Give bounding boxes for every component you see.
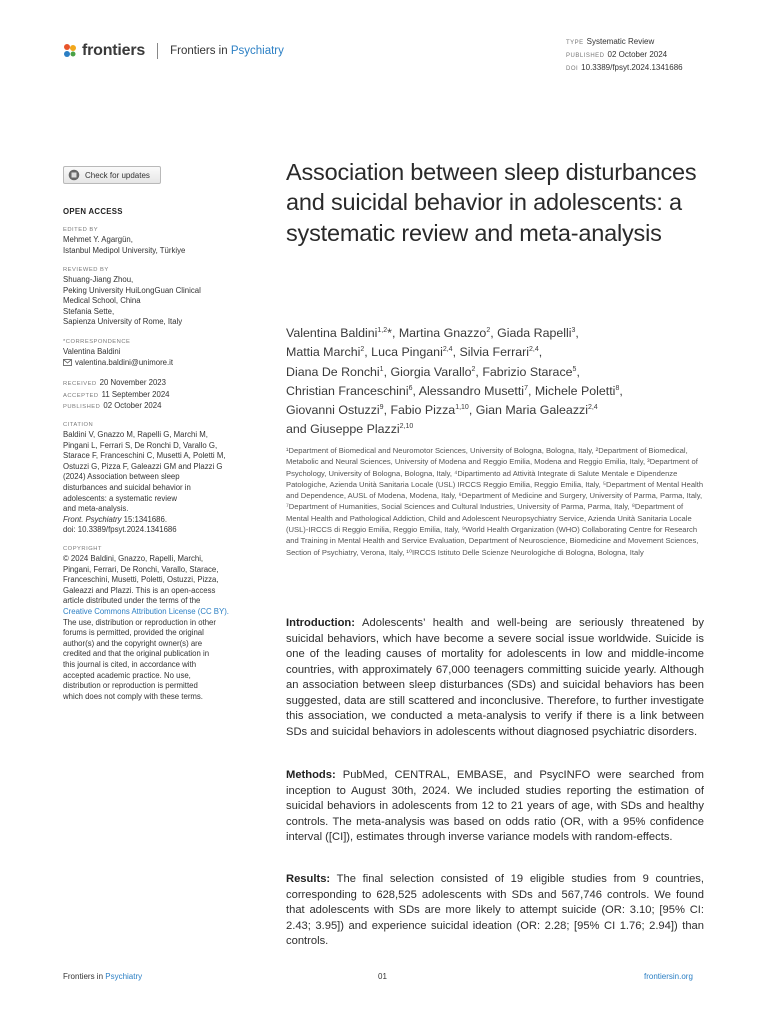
author-name: Giorgia Varallo <box>390 364 472 379</box>
author-affil: 5 <box>572 365 577 373</box>
methods-text: PubMed, CENTRAL, EMBASE, and PsycINFO were searched from inception to August 30th, 2024. We included studies reporting the estimation of suicidal behaviors in adolescents from 12 to 21 years of age, with SDs and healthy controls. The meta-analysis was based on odds ratio (OR, with a 95% confidence interval ([CI]), estimates through inverse variance models with random-effects. <box>286 769 704 844</box>
author[interactable] <box>459 345 538 359</box>
article-title: Association between sleep disturbances and suicidal behavior in adolescents: a systematic review and meta-analysis <box>286 159 697 246</box>
reviewed-by-line: Peking University HuiLongGuan Clinical <box>63 285 201 295</box>
reviewed-by-line: Medical School, China <box>63 296 141 306</box>
citation-journal-line <box>63 515 259 526</box>
abstract-methods <box>286 768 704 846</box>
author-name: Gian Maria Galeazzi <box>475 403 588 418</box>
citation-line: Baldini V, Gnazzo M, Rapelli G, Marchi M, <box>63 430 208 439</box>
author-name: Giuseppe Plazzi <box>310 422 400 437</box>
author-list: Valentina Baldini$^{1,2}$*, Martina Gnazzo$^2$, Giada Rapelli$^3$, Mattia Marchi$^2$, Luca Pingani$^{2,4}$, Silvia Ferrari$^{2,4}$, Diana De Ronchi$^1$, Giorgia Varallo$^2$, Fabrizio Starace$^5$, Christian Franceschini$^6$, Alessandro Musetti$^7$, Michele Poletti$^8$, Giovanni Ostuzzi$^9$, Fabio Pizza$^{1,10}$, Gian Maria Galeazzi$^{2,4}$ and Giuseppe Plazzi$^{2,10}$ <box>286 326 623 437</box>
accepted-date: 11 September 2024 <box>101 389 170 399</box>
author-name: Valentina Baldini <box>286 326 378 340</box>
methods-heading: Methods: <box>286 769 336 781</box>
journal-prefix: Frontiers in <box>170 45 231 57</box>
author-affil: 2,4 <box>529 346 539 354</box>
copyright-label: COPYRIGHT <box>63 546 102 552</box>
citation-line: Starace F, Franceschini C, Musetti A, Poletti M, <box>63 451 226 461</box>
author-name: Martina Gnazzo <box>398 326 487 340</box>
doi-label: DOI <box>566 66 579 72</box>
reviewed-by-block <box>63 266 259 328</box>
footer-journal[interactable] <box>63 972 142 981</box>
author[interactable] <box>535 384 619 398</box>
copyright-line: Galeazzi and Plazzi. This is an open-access <box>63 585 216 595</box>
cc-by-license-link[interactable]: Creative Commons Attribution License (CC BY). <box>63 606 229 616</box>
author[interactable] <box>390 365 475 379</box>
citation-journal: Front. Psychiatry <box>63 514 122 524</box>
citation-doi[interactable]: doi: 10.3389/fpsyt.2024.1341686 <box>63 525 177 535</box>
author[interactable] <box>476 403 598 417</box>
edited-by-line: Istanbul Medipol University, Türkiye <box>63 245 186 255</box>
correspondence-email-row[interactable] <box>63 358 259 369</box>
author[interactable] <box>482 365 576 379</box>
edited-by-line: Mehmet Y. Agargün, <box>63 235 133 244</box>
author-affil: 7 <box>524 384 528 392</box>
copyright-line: which does not comply with these terms. <box>63 691 203 701</box>
footer-site-link[interactable]: frontiersin.org <box>644 972 693 981</box>
accepted-label: ACCEPTED <box>63 392 99 399</box>
author-affil: 2,4 <box>442 346 453 354</box>
author-affil: 9 <box>379 404 384 412</box>
correspondence-label: *CORRESPONDENCE <box>63 339 131 345</box>
author[interactable] <box>286 403 384 417</box>
copyright-line: © 2024 Baldini, Gnazzo, Rapelli, Marchi, <box>63 554 204 563</box>
author-affil: 3 <box>571 327 576 334</box>
copyright-block <box>63 545 259 702</box>
author-affil: 6 <box>408 384 413 392</box>
type-label: TYPE <box>566 40 584 46</box>
correspondence-block <box>63 338 259 368</box>
abstract-results <box>286 872 704 950</box>
introduction-text: Adolescents’ health and well-being are seriously threatened by suicidal behaviors, which have become a severe social issue worldwide. Suicide is one of the leading causes of mortality for adolescents in low and middle-income countries, with approximately 67,000 teenagers committing suicide yearly. Although an association between sleep disturbances (SDs) and suicidal behaviors has been suggested, data are still scattered and inconclusive. Therefore, to further investigate this association, we conducted a meta-analysis to verify if there is a link between SDs and suicidal behaviors in adolescents without diagnosed psychiatric disorders. <box>286 617 704 738</box>
footer-journal-accent: Psychiatry <box>105 972 143 981</box>
received-date: 20 November 2023 <box>99 378 166 387</box>
reviewed-by-line: Shuang-Jiang Zhou, <box>63 275 134 284</box>
author[interactable] <box>390 403 468 417</box>
introduction-heading: Introduction: <box>286 617 355 629</box>
copyright-line: The use, distribution or reproduction in other <box>63 617 216 627</box>
brand-name: frontiers <box>82 42 146 59</box>
author-name: Fabrizio Starace <box>482 364 573 379</box>
author-name: Giovanni Ostuzzi <box>286 403 380 418</box>
copyright-line: this journal is cited, in accordance with <box>63 659 197 669</box>
correspondence-email[interactable]: valentina.baldini@unimore.it <box>75 357 174 367</box>
citation-line: Ostuzzi G, Pizza F, Galeazzi GM and Plazzi G <box>63 461 223 471</box>
published-label: PUBLISHED <box>566 53 605 59</box>
check-updates-icon <box>68 169 80 181</box>
citation-block <box>63 421 259 536</box>
open-access-label: OPEN ACCESS <box>63 207 123 216</box>
author[interactable] <box>286 365 384 379</box>
copyright-line: article distributed under the terms of the <box>63 596 201 606</box>
author-name: Giada Rapelli <box>497 326 572 340</box>
header-divider <box>157 43 158 59</box>
author[interactable] <box>286 326 392 340</box>
author-name: Luca Pingani <box>371 345 443 360</box>
mail-icon <box>63 359 72 366</box>
author-name: Christian Franceschini <box>286 383 409 398</box>
author-affil: 2,4 <box>587 404 598 412</box>
page-number: 01 <box>378 972 387 981</box>
citation-line: disturbances and suicidal behavior in <box>63 482 191 492</box>
citation-line: Pingani L, Ferrari S, De Ronchi D, Varallo G, <box>63 440 218 450</box>
journal-name[interactable] <box>170 45 284 57</box>
author-name: Alessandro Musetti <box>418 383 525 398</box>
citation-line: (2024) Association between sleep <box>63 472 180 482</box>
copyright-line: Pingani, Ferrari, De Ronchi, Varallo, Starace, <box>63 564 219 574</box>
author-name: Diana De Ronchi <box>286 364 380 379</box>
citation-line: and meta-analysis. <box>63 504 129 514</box>
edited-by-block <box>63 226 259 256</box>
citation-volume: 15:1341686. <box>121 514 168 524</box>
author-affil: 1 <box>379 365 384 373</box>
published-label: PUBLISHED <box>63 404 101 411</box>
author-name: Silvia Ferrari <box>459 345 529 360</box>
author-affil: 2 <box>360 346 365 354</box>
frontiers-logo-icon <box>62 43 78 59</box>
author-name: Fabio Pizza <box>390 403 456 418</box>
dates-block <box>63 378 259 413</box>
correspondence-name: Valentina Baldini <box>63 347 121 356</box>
received-label: RECEIVED <box>63 381 97 387</box>
author[interactable] <box>286 384 412 398</box>
author-affil: 2 <box>486 327 491 334</box>
check-for-updates-button[interactable] <box>63 166 161 184</box>
author[interactable] <box>310 422 413 436</box>
journal-accent: Psychiatry <box>230 45 284 57</box>
reviewed-by-line: Stefania Sette, <box>63 306 115 316</box>
edited-by-label: EDITED BY <box>63 227 99 233</box>
reviewed-by-line: Sapienza University of Rome, Italy <box>63 317 183 327</box>
check-for-updates-label: Check for updates <box>85 170 150 180</box>
affiliations: ¹Department of Biomedical and Neuromotor Sciences, University of Bologna, Bologna, Italy, ²Department of Biomedical, Metabolic and Neural Sciences, University of Modena and Reggio Emilia, Modena and Reggio Emilia, Italy, ³Department of Psychology, University of Bologna, Bologna, Italy, ⁴Dipartimento ad Attività Integrate di Salute Mentale e Dipendenze Patologiche, Azienda Unità Sanitaria Locale (USL) IRCCS Reggio Emilia, Reggio Emilia, Italy, ⁵Department of Mental Health and Dependence, AUSL of Modena, Modena, Italy, ⁶Department of Medicine and Surgery, University of Parma, Parma, Italy, ⁷Department of Humanities, Social Sciences and Cultural Industries, University of Parma, Parma, Italy, ⁸Department of Mental Health and Pathological Addiction, Child and Adolescent Neuropsychiatry Service, Azienda Unità Sanitaria Locale (USL)-IRCCS di Reggio Emilia, Reggio Emilia, Italy, ⁹World Health Organization (WHO) Collaborating Centre for Research and Training in Mental Health and Service Evaluation, Department of Neuroscience, Biomedicine and Movement Sciences, Section of Psychiatry, Verona, Italy, ¹⁰IRCCS Istituto Delle Scienze Neurologiche di Bologna, Bologna, Italy <box>286 446 704 557</box>
published-date: 02 October 2024 <box>103 401 162 411</box>
author-affil: 1,10 <box>455 404 469 412</box>
author-affil: 8 <box>615 384 620 392</box>
author-affil: 2,10 <box>399 423 414 431</box>
author[interactable] <box>286 345 364 359</box>
copyright-line: forums is permitted, provided the original <box>63 628 204 638</box>
type-value: Systematic Review <box>586 37 655 46</box>
published-value: 02 October 2024 <box>607 50 668 59</box>
author-name: Mattia Marchi <box>286 345 361 360</box>
author-affil: 2 <box>471 365 476 373</box>
copyright-line: author(s) and the copyright owner(s) are <box>63 638 203 648</box>
article-meta <box>566 36 683 75</box>
citation-label: CITATION <box>63 422 94 428</box>
copyright-line: Franceschini, Musetti, Poletti, Ostuzzi, Pizza, <box>63 575 219 585</box>
copyright-line: accepted academic practice. No use, <box>63 670 191 680</box>
author[interactable] <box>371 345 452 359</box>
abstract-introduction <box>286 616 704 740</box>
author[interactable] <box>497 326 575 340</box>
author-name: Michele Poletti <box>534 383 616 398</box>
copyright-line: credited and that the original publication in <box>63 649 210 659</box>
citation-line: adolescents: a systematic review <box>63 493 177 503</box>
results-heading: Results: <box>286 873 331 885</box>
footer-journal-prefix: Frontiers in <box>63 972 106 981</box>
author-affil: 1,2 <box>377 327 388 334</box>
copyright-line: distribution or reproduction is permitted <box>63 681 198 691</box>
author[interactable] <box>399 326 490 340</box>
doi-value[interactable]: 10.3389/fpsyt.2024.1341686 <box>581 63 683 72</box>
author[interactable] <box>419 384 528 398</box>
reviewed-by-label: REVIEWED BY <box>63 267 109 273</box>
results-text: The final selection consisted of 19 eligible studies from 9 countries, corresponding to 628,525 adolescents with SDs and 567,746 controls. We found that adolescents with SDs are more likely to attempt suicide (OR: 3.10; [95% CI: 2.43; 3.95]) and experience suicidal ideation (OR: 2.28; [95% CI 1.76; 2.94]) than controls. <box>286 873 704 948</box>
corresponding-mark: * <box>387 326 392 340</box>
frontiers-logo[interactable] <box>62 42 284 60</box>
